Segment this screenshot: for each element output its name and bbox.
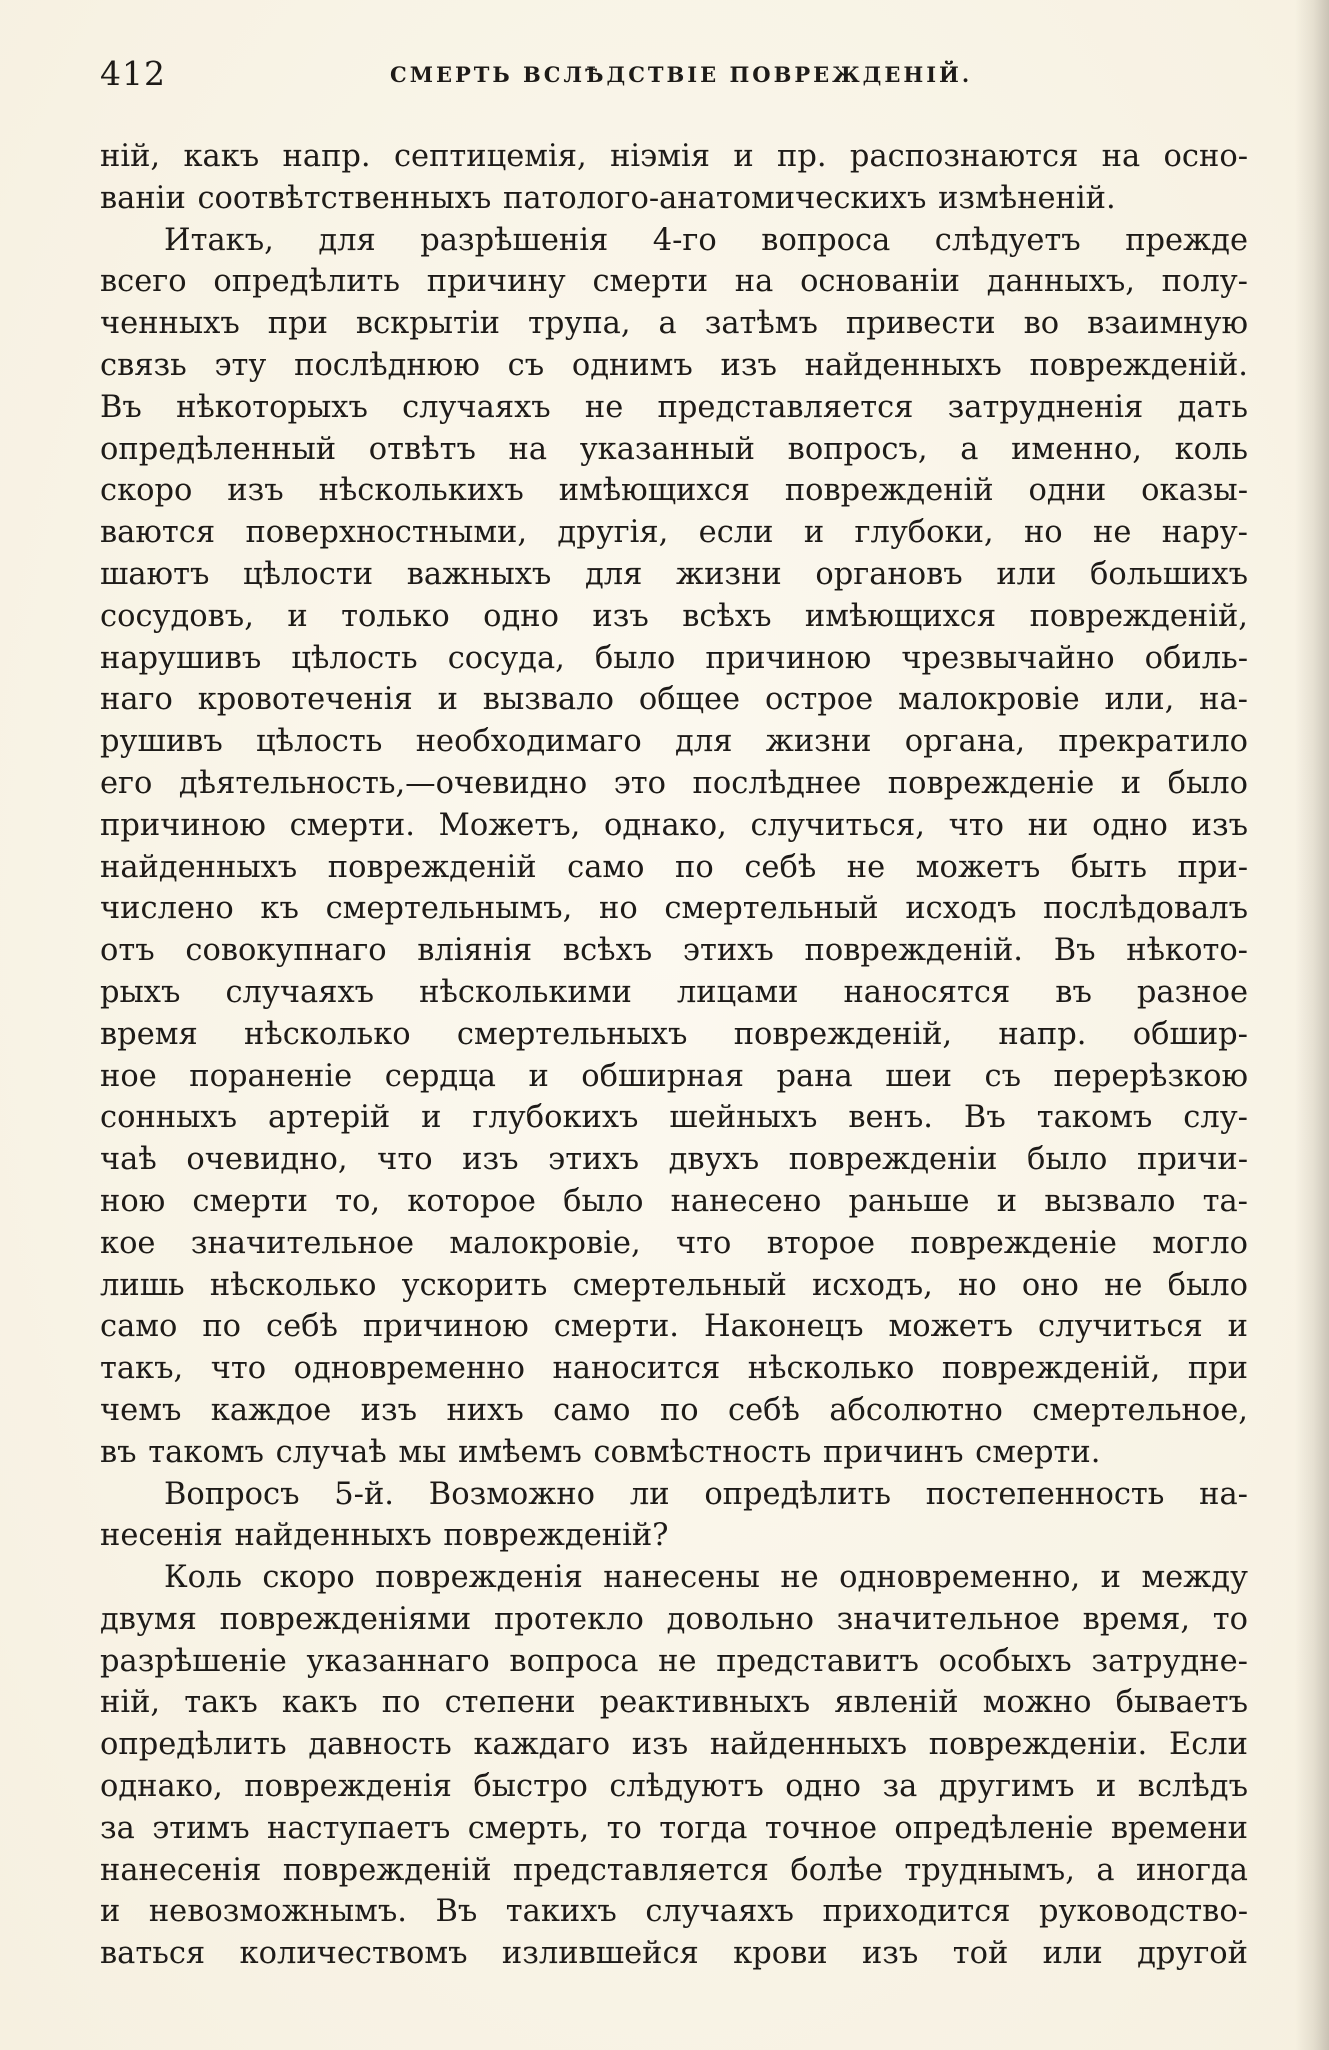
text-line: опредѣлить давность каждаго изъ найденныхъ поврежденіи. Если	[100, 1727, 1248, 1763]
text-line: ное пораненіе сердца и обширная рана шеи съ перерѣзкою	[100, 1058, 1248, 1094]
text-line: нарушивъ цѣлость сосуда, было причиною чрезвычайно обиль-	[100, 640, 1248, 676]
text-line: разрѣшеніе указаннаго вопроса не представитъ особыхъ затрудне-	[100, 1643, 1248, 1679]
text-line: такъ, что одновременно наносится нѣсколько поврежденій, при	[100, 1351, 1248, 1387]
text-line: связь эту послѣднюю съ однимъ изъ найденныхъ поврежденій.	[100, 347, 1248, 383]
page-number: 412	[100, 54, 166, 93]
text-line: лишь нѣсколько ускорить смертельный исходъ, но оно не было	[100, 1267, 1248, 1303]
text-line: всего опредѣлить причину смерти на основаніи данныхъ, полу-	[100, 264, 1248, 300]
text-line: кое значительное малокровіе, что второе поврежденіе могло	[100, 1225, 1248, 1261]
text-line: ченныхъ при вскрытіи трупа, а затѣмъ привести во взаимную	[100, 306, 1248, 342]
text-line: шаютъ цѣлости важныхъ для жизни органовъ или большихъ	[100, 556, 1248, 592]
text-line: ній, такъ какъ по степени реактивныхъ явленій можно бываетъ	[100, 1685, 1248, 1721]
text-line: отъ совокупнаго вліянія всѣхъ этихъ поврежденій. Въ нѣкото-	[100, 933, 1248, 969]
text-line: ваться количествомъ излившейся крови изъ той или другой	[100, 1936, 1248, 1972]
text-line: чаѣ очевидно, что изъ этихъ двухъ поврежденіи было причи-	[100, 1142, 1248, 1178]
text-line: однако, поврежденія быстро слѣдуютъ одно за другимъ и вслѣдъ	[100, 1769, 1248, 1805]
text-line: ною смерти то, которое было нанесено раньше и вызвало та-	[100, 1183, 1248, 1219]
text-line: само по себѣ причиною смерти. Наконецъ можетъ случиться и	[100, 1309, 1248, 1345]
text-line: ній, какъ напр. септицемія, ніэмія и пр. распознаются на осно-	[100, 139, 1248, 174]
text-line: въ такомъ случаѣ мы имѣемъ совмѣстность причинъ смерти.	[100, 1434, 1101, 1470]
text-line: причиною смерти. Можетъ, однако, случиться, что ни одно изъ	[100, 807, 1248, 843]
text-line: чемъ каждое изъ нихъ само по себѣ абсолютно смертельное,	[100, 1392, 1248, 1428]
text-line: за этимъ наступаетъ смерть, то тогда точное опредѣленіе времени	[100, 1810, 1248, 1846]
body-text	[100, 136, 1248, 1975]
text-line: найденныхъ поврежденій само по себѣ не можетъ быть при-	[100, 849, 1248, 885]
running-head: СМЕРТЬ ВСЛѢДСТВІЕ ПОВРЕЖДЕНІЙ.	[390, 62, 973, 87]
text-line: опредѣленный отвѣтъ на указанный вопросъ, а именно, коль	[100, 431, 1248, 467]
text-line: и невозможнымъ. Въ такихъ случаяхъ приходится руководство-	[100, 1894, 1248, 1930]
text-line: время нѣсколько смертельныхъ поврежденій, напр. обшир-	[100, 1016, 1248, 1052]
text-line: Вопросъ 5-й. Возможно ли опредѣлить постепенность на-	[164, 1476, 1248, 1512]
text-line: наго кровотеченія и вызвало общее острое малокровіе или, на-	[100, 682, 1248, 718]
text-line: скоро изъ нѣсколькихъ имѣющихся поврежденій одни оказы-	[100, 473, 1248, 509]
text-line: Коль скоро поврежденія нанесены не одновременно, и между	[164, 1560, 1248, 1596]
text-line: Итакъ, для разрѣшенія 4-го вопроса слѣдуетъ прежде	[164, 222, 1248, 258]
text-line: его дѣятельность,—очевидно это послѣднее поврежденіе и было	[100, 765, 1248, 801]
text-line: двумя поврежденіями протекло довольно значительное время, то	[100, 1601, 1248, 1637]
text-line: ваются поверхностными, другія, если и глубоки, но не нару-	[100, 515, 1248, 551]
text-line: несенія найденныхъ поврежденій?	[100, 1518, 669, 1554]
spine-shadow	[1295, 0, 1329, 2050]
text-line: ваніи соотвѣтственныхъ патолого-анатомическихъ измѣненій.	[100, 180, 1116, 216]
text-line: рушивъ цѣлость необходимаго для жизни органа, прекратило	[100, 724, 1248, 760]
page-header	[100, 50, 1260, 102]
text-line: Въ нѣкоторыхъ случаяхъ не представляется затрудненія дать	[100, 389, 1248, 425]
text-line: числено къ смертельнымъ, но смертельный исходъ послѣдовалъ	[100, 891, 1248, 927]
text-line: рыхъ случаяхъ нѣсколькими лицами наносятся въ разное	[100, 974, 1248, 1010]
text-line: сонныхъ артерій и глубокихъ шейныхъ венъ. Въ такомъ слу-	[100, 1100, 1248, 1136]
text-line: нанесенія поврежденій представляется болѣе труднымъ, а иногда	[100, 1852, 1248, 1888]
text-line: сосудовъ, и только одно изъ всѣхъ имѣющихся поврежденій,	[100, 598, 1248, 634]
